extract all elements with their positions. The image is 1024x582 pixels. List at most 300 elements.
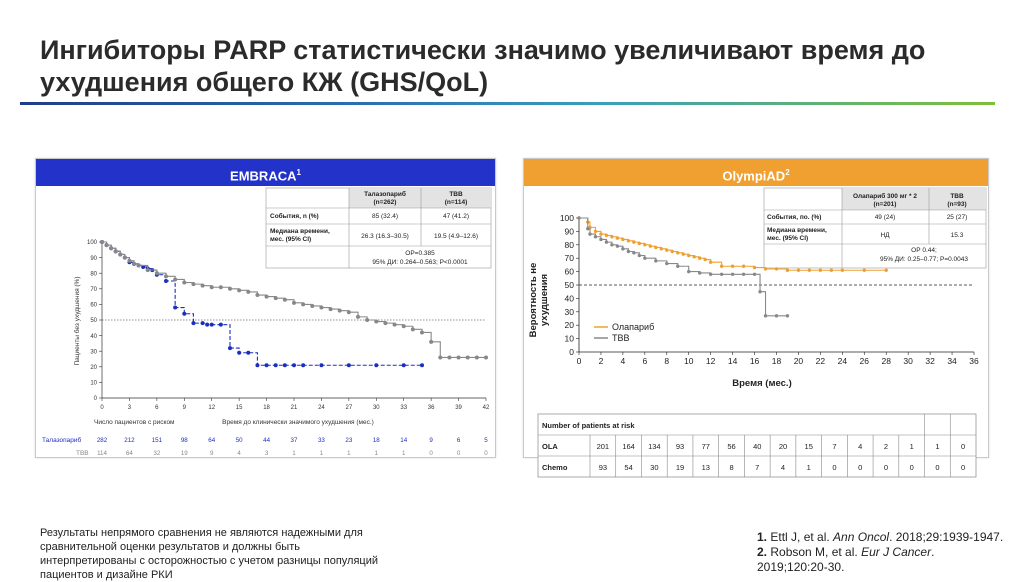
olympiad-censor-mark-olaparib xyxy=(775,267,778,270)
olympiad-risk-value-chemo: 1 xyxy=(806,463,811,472)
embraca-row2-v2: 19.5 (4.9–12.6) xyxy=(433,233,479,240)
olympiad-y-tick-label: 50 xyxy=(564,280,574,290)
embraca-censor-mark-tvb xyxy=(100,240,104,244)
embraca-censor-mark-tvb xyxy=(338,309,342,313)
olympiad-censor-mark-tvb xyxy=(588,232,591,235)
embraca-censor-mark-tvb xyxy=(237,288,241,292)
ref2-journal: Eur J Cancer xyxy=(861,545,932,559)
olympiad-y-label-line1: Вероятность не xyxy=(528,262,539,338)
olympiad-risk-value-chemo: 0 xyxy=(858,463,863,472)
embraca-x-tick-label: 39 xyxy=(455,405,462,411)
olympiad-hr-line2: 95% ДИ: 0.25–0.77; P=0.0043 xyxy=(879,256,969,263)
olympiad-row1-label: События, по. (%) xyxy=(767,214,822,221)
embraca-censor-mark-talazoparib xyxy=(182,312,186,316)
olympiad-risk-value-chemo: 8 xyxy=(729,463,734,472)
olympiad-censor-mark-olaparib xyxy=(841,269,844,272)
embraca-risk-value-tvb: 114 xyxy=(97,450,107,457)
olympiad-x-tick-label: 36 xyxy=(969,356,979,366)
olympiad-censor-mark-olaparib xyxy=(830,269,833,272)
embraca-risk-value-talazoparib: 212 xyxy=(124,437,135,444)
embraca-censor-mark-tvb xyxy=(475,355,479,359)
olympiad-risk-value-ola: 20 xyxy=(778,442,788,451)
olympiad-x-tick-label: 34 xyxy=(947,356,957,366)
olympiad-y-tick-label: 0 xyxy=(569,347,574,357)
embraca-col2-title: ТВВ xyxy=(449,191,463,198)
embraca-censor-mark-talazoparib xyxy=(347,363,351,367)
embraca-y-label: Пациенты без ухудшения (%) xyxy=(74,276,81,366)
olympiad-censor-mark-olaparib xyxy=(786,269,789,272)
embraca-censor-mark-tvb xyxy=(411,327,415,331)
embraca-censor-mark-talazoparib xyxy=(246,351,250,355)
embraca-col1-n: (n=262) xyxy=(373,199,397,206)
embraca-x-tick-label: 24 xyxy=(318,405,325,411)
embraca-censor-mark-tvb xyxy=(137,263,141,267)
olympiad-y-tick-label: 40 xyxy=(564,293,574,304)
embraca-x-tick-label: 6 xyxy=(155,405,159,411)
olympiad-censor-mark-tvb xyxy=(764,314,767,317)
embraca-risk-value-talazoparib: 9 xyxy=(429,437,433,444)
embraca-censor-mark-tvb xyxy=(310,304,314,308)
embraca-risk-value-tvb: 4 xyxy=(237,450,241,457)
embraca-censor-mark-tvb xyxy=(201,284,205,288)
olympiad-row2-label1: Медиана времени, xyxy=(767,227,827,234)
embraca-censor-mark-tvb xyxy=(164,274,168,278)
embraca-censor-mark-talazoparib xyxy=(374,363,378,367)
olympiad-censor-mark-tvb xyxy=(638,254,641,257)
embraca-censor-mark-talazoparib xyxy=(319,363,323,367)
olympiad-risk-value-chemo: 0 xyxy=(832,463,837,472)
olympiad-censor-mark-tvb xyxy=(786,314,789,317)
olympiad-censor-mark-olaparib xyxy=(698,257,701,260)
embraca-x-tick-label: 33 xyxy=(400,405,408,411)
embraca-row2-v1: 26.3 (16.3–30.5) xyxy=(361,233,409,240)
embraca-chart xyxy=(36,186,495,457)
embraca-censor-mark-tvb xyxy=(173,277,177,281)
olympiad-censor-mark-olaparib xyxy=(649,244,652,247)
embraca-risk-value-talazoparib: 6 xyxy=(456,437,461,444)
olympiad-risk-header: Number of patients at risk xyxy=(542,421,635,430)
olympiad-risk-value-chemo: 0 xyxy=(909,463,914,472)
embraca-y-tick-label: 10 xyxy=(90,380,97,387)
embraca-risk-value-tvb: 0 xyxy=(429,450,433,457)
embraca-censor-mark-tvb xyxy=(457,355,461,359)
olympiad-censor-mark-olaparib xyxy=(819,269,822,272)
embraca-risk-value-talazoparib: 44 xyxy=(263,437,271,444)
olympiad-header xyxy=(524,159,988,186)
olympiad-row1-v1: 49 (24) xyxy=(874,214,896,221)
embraca-censor-mark-tvb xyxy=(114,249,118,253)
olympiad-censor-mark-olaparib xyxy=(682,252,685,255)
olympiad-x-tick-label: 22 xyxy=(815,356,826,366)
olympiad-risk-value-ola: 2 xyxy=(883,442,889,451)
embraca-risk-value-talazoparib: 37 xyxy=(290,437,298,444)
ref2-text: Robson M, et al. xyxy=(767,545,862,559)
embraca-stats-table xyxy=(266,188,491,268)
embraca-x-tick-label: 30 xyxy=(372,405,380,411)
olympiad-censor-mark-tvb xyxy=(698,271,701,274)
olympiad-y-tick-label: 60 xyxy=(564,266,574,277)
embraca-censor-mark-talazoparib xyxy=(274,363,278,367)
ref1-journal: Ann Oncol xyxy=(833,530,890,544)
olympiad-risk-value-ola: 164 xyxy=(622,442,635,451)
olympiad-x-tick-label: 14 xyxy=(727,356,738,366)
olympiad-x-tick-label: 28 xyxy=(881,356,891,366)
olympiad-x-tick-label: 32 xyxy=(925,356,935,366)
olympiad-censor-mark-tvb xyxy=(709,273,712,276)
embraca-censor-mark-talazoparib xyxy=(164,279,168,283)
embraca-row1-v2: 47 (41.2) xyxy=(442,213,470,220)
embraca-censor-mark-tvb xyxy=(118,252,122,256)
olympiad-risk-value-chemo: 19 xyxy=(675,463,685,472)
embraca-risk-value-talazoparib: 64 xyxy=(208,437,216,444)
embraca-risk-value-tvb: 0 xyxy=(456,450,461,457)
olympiad-censor-mark-olaparib xyxy=(863,269,866,272)
olympiad-censor-mark-olaparib xyxy=(616,236,619,239)
olympiad-y-tick-label: 100 xyxy=(559,213,574,223)
embraca-x-tick-label: 12 xyxy=(208,405,216,411)
olympiad-row1-v2: 25 (27) xyxy=(946,214,968,221)
olympiad-censor-mark-tvb xyxy=(742,273,745,276)
embraca-risk-value-tvb: 0 xyxy=(484,450,488,457)
embraca-x-tick-label: 0 xyxy=(100,405,104,411)
embraca-censor-mark-tvb xyxy=(219,285,223,289)
embraca-censor-mark-tvb xyxy=(265,295,269,299)
olympiad-y-label-line2: ухудшения xyxy=(539,273,550,327)
olympiad-risk-label-ola: OLA xyxy=(542,442,558,451)
olympiad-censor-mark-tvb xyxy=(577,216,580,219)
embraca-x-label: Время до клинически значимого ухудшения (мес.) xyxy=(222,419,374,426)
olympiad-curve-tvb xyxy=(579,218,787,316)
olympiad-censor-mark-olaparib xyxy=(720,265,723,268)
embraca-censor-mark-tvb xyxy=(429,340,433,344)
embraca-x-tick-label: 9 xyxy=(182,405,186,411)
ref2-rest: . 2019;120:20-30. xyxy=(757,545,935,574)
olympiad-censor-mark-olaparib xyxy=(660,247,663,250)
embraca-y-tick-label: 80 xyxy=(90,271,97,278)
embraca-risk-value-tvb: 19 xyxy=(180,450,188,457)
olympiad-col1-n: (n=201) xyxy=(873,201,897,208)
olympiad-censor-mark-tvb xyxy=(665,262,668,265)
embraca-row1-label: События, n (%) xyxy=(270,213,319,220)
embraca-y-tick-label: 90 xyxy=(90,255,97,262)
embraca-censor-mark-tvb xyxy=(210,285,214,289)
olympiad-censor-mark-tvb xyxy=(720,273,723,276)
embraca-y-tick-label: 60 xyxy=(90,302,97,309)
embraca-censor-mark-tvb xyxy=(319,306,323,310)
embraca-censor-mark-talazoparib xyxy=(205,323,209,327)
olympiad-y-tick-label: 80 xyxy=(564,239,574,250)
olympiad-censor-mark-olaparib xyxy=(742,265,745,268)
slide-title: Ингибиторы PARP статистически значимо увеличивают время до ухудшения общего КЖ (GHS/QoL) xyxy=(40,35,926,97)
embraca-header-sup: 1 xyxy=(296,168,301,177)
embraca-header-label: EMBRACA xyxy=(230,168,297,184)
embraca-censor-mark-tvb xyxy=(182,281,186,285)
olympiad-col2-title: ТВВ xyxy=(950,193,964,200)
legend-label-olaparib: Олапариб xyxy=(612,322,655,332)
olympiad-censor-mark-tvb xyxy=(753,273,756,276)
olympiad-censor-mark-olaparib xyxy=(654,246,657,249)
olympiad-censor-mark-olaparib xyxy=(676,251,679,254)
olympiad-x-tick-label: 24 xyxy=(837,356,848,366)
embraca-risk-value-talazoparib: 5 xyxy=(484,437,488,444)
embraca-censor-mark-talazoparib xyxy=(173,306,177,310)
olympiad-header-sup: 2 xyxy=(785,168,790,177)
embraca-censor-mark-tvb xyxy=(383,321,387,325)
olympiad-y-tick-label: 20 xyxy=(564,320,574,331)
embraca-y-tick-label: 30 xyxy=(90,349,97,356)
olympiad-risk-label-chemo: Chemo xyxy=(542,463,568,472)
embraca-col1-title: Талазопариб xyxy=(364,191,406,198)
ref2-num: 2. xyxy=(757,545,768,559)
olympiad-risk-value-chemo: 30 xyxy=(650,463,659,472)
references xyxy=(757,530,1007,575)
embraca-censor-mark-talazoparib xyxy=(283,363,287,367)
olympiad-x-tick-label: 12 xyxy=(705,356,716,366)
olympiad-risk-value-chemo: 4 xyxy=(780,463,786,472)
olympiad-censor-mark-olaparib xyxy=(797,269,800,272)
olympiad-hr-line1: ОР 0.44; xyxy=(911,247,937,254)
olympiad-risk-value-ola: 134 xyxy=(648,442,661,451)
olympiad-censor-mark-olaparib xyxy=(764,267,767,270)
embraca-risk-value-tvb: 64 xyxy=(125,450,133,457)
olympiad-censor-mark-tvb xyxy=(758,290,761,293)
embraca-header xyxy=(36,159,495,186)
olympiad-risk-value-chemo: 54 xyxy=(624,463,633,472)
olympiad-x-tick-label: 10 xyxy=(683,356,694,366)
olympiad-risk-value-ola: 77 xyxy=(701,442,710,451)
embraca-risk-value-talazoparib: 23 xyxy=(345,437,353,444)
olympiad-censor-mark-olaparib xyxy=(709,261,712,264)
embraca-x-tick-label: 42 xyxy=(482,405,490,411)
ref1-text: Ettl J, et al. xyxy=(767,530,834,544)
embraca-row2-label1: Медиана времени, xyxy=(270,228,330,235)
olympiad-risk-value-ola: 56 xyxy=(727,442,736,451)
olympiad-censor-mark-olaparib xyxy=(599,232,602,235)
olympiad-censor-mark-olaparib xyxy=(693,255,696,258)
embraca-y-tick-label: 40 xyxy=(90,333,97,340)
olympiad-risk-value-chemo: 0 xyxy=(883,463,889,472)
embraca-x-tick-label: 21 xyxy=(290,405,298,411)
embraca-censor-mark-tvb xyxy=(191,282,195,286)
embraca-censor-mark-tvb xyxy=(329,307,333,311)
olympiad-censor-mark-tvb xyxy=(621,247,624,250)
embraca-risk-label-tvb: ТВВ xyxy=(76,450,89,457)
embraca-x-tick-label: 27 xyxy=(345,405,353,411)
olympiad-y-tick-label: 90 xyxy=(564,226,574,237)
legend-label-tvb: ТВВ xyxy=(612,333,630,343)
embraca-censor-mark-tvb xyxy=(374,320,378,324)
embraca-censor-mark-talazoparib xyxy=(402,363,406,367)
embraca-y-tick-label: 70 xyxy=(90,287,97,293)
embraca-risk-value-tvb: 9 xyxy=(209,450,214,457)
olympiad-risk-value-chemo: 7 xyxy=(755,463,760,472)
embraca-censor-mark-talazoparib xyxy=(191,321,195,325)
embraca-censor-mark-talazoparib xyxy=(228,346,232,350)
olympiad-risk-value-ola: 1 xyxy=(909,442,914,451)
embraca-censor-mark-tvb xyxy=(109,246,113,250)
embraca-risk-value-talazoparib: 14 xyxy=(400,437,408,444)
olympiad-risk-table xyxy=(538,414,976,477)
olympiad-panel xyxy=(523,158,989,472)
embraca-censor-mark-talazoparib xyxy=(210,323,214,327)
olympiad-x-label: Время (мес.) xyxy=(732,378,792,389)
embraca-risk-label-talazoparib: Талазопариб xyxy=(42,437,82,444)
olympiad-chart xyxy=(524,186,988,472)
embraca-censor-mark-tvb xyxy=(228,287,232,291)
olympiad-row2-v1: НД xyxy=(880,232,890,239)
title-divider xyxy=(20,102,995,105)
embraca-censor-mark-talazoparib xyxy=(420,363,424,367)
olympiad-risk-value-ola: 1 xyxy=(935,442,940,451)
olympiad-legend xyxy=(594,322,654,343)
olympiad-risk-value-ola: 93 xyxy=(675,442,685,451)
embraca-censor-mark-tvb xyxy=(484,355,488,359)
embraca-censor-mark-tvb xyxy=(246,290,250,294)
embraca-x-tick-label: 3 xyxy=(127,405,132,411)
embraca-x-tick-label: 15 xyxy=(235,405,243,411)
embraca-censor-mark-tvb xyxy=(283,298,287,302)
olympiad-x-tick-label: 4 xyxy=(620,356,626,366)
embraca-panel xyxy=(35,158,496,458)
embraca-risk-title: Число пациентов с риском xyxy=(94,419,175,426)
embraca-row2-label2: мес. (95% CI) xyxy=(270,236,312,243)
embraca-censor-mark-talazoparib xyxy=(201,321,205,325)
embraca-censor-mark-tvb xyxy=(402,324,406,328)
embraca-censor-mark-tvb xyxy=(438,355,442,359)
olympiad-censor-mark-olaparib xyxy=(610,235,613,238)
embraca-censor-mark-talazoparib xyxy=(237,351,241,355)
embraca-y-tick-label: 100 xyxy=(86,240,97,247)
olympiad-col2-n: (n=93) xyxy=(947,201,967,208)
embraca-risk-value-tvb: 1 xyxy=(347,450,351,457)
embraca-risk-value-tvb: 1 xyxy=(292,450,296,457)
olympiad-risk-value-ola: 15 xyxy=(804,442,813,451)
olympiad-censor-mark-tvb xyxy=(632,251,635,254)
olympiad-y-tick-label: 70 xyxy=(564,253,574,264)
olympiad-x-tick-label: 0 xyxy=(576,356,582,366)
embraca-row1-v1: 85 (32.4) xyxy=(371,213,399,220)
olympiad-x-tick-label: 6 xyxy=(642,356,648,366)
olympiad-x-tick-label: 8 xyxy=(664,356,670,366)
olympiad-censor-mark-olaparib xyxy=(594,230,597,233)
olympiad-risk-value-chemo: 0 xyxy=(961,463,966,472)
embraca-hr-line1: ОР=0.385 xyxy=(405,250,435,257)
olympiad-x-tick-label: 18 xyxy=(771,356,782,366)
embraca-risk-value-talazoparib: 151 xyxy=(151,437,163,444)
embraca-censor-mark-talazoparib xyxy=(255,363,259,367)
embraca-censor-mark-talazoparib xyxy=(301,363,305,367)
embraca-censor-mark-tvb xyxy=(274,296,278,300)
olympiad-censor-mark-olaparib xyxy=(671,250,674,253)
embraca-censor-mark-talazoparib xyxy=(219,323,223,327)
embraca-risk-value-tvb: 1 xyxy=(401,450,406,457)
olympiad-risk-value-chemo: 0 xyxy=(935,463,940,472)
olympiad-censor-mark-olaparib xyxy=(687,254,690,257)
olympiad-header-label: OlympiAD xyxy=(722,168,786,184)
embraca-risk-value-tvb: 1 xyxy=(374,450,379,457)
olympiad-row2-label2: мес. (95% CI) xyxy=(767,235,809,242)
olympiad-censor-mark-tvb xyxy=(627,250,630,253)
embraca-risk-value-tvb: 3 xyxy=(264,450,269,457)
olympiad-x-tick-label: 20 xyxy=(793,356,804,366)
olympiad-risk-value-ola: 40 xyxy=(753,442,762,451)
footnote: Результаты непрямого сравнения не являются надежными для сравнительной оценки результатов и должны быть интерпретированы с осторожностью с учетом разницы популяций пациентов и дизайне РКИ xyxy=(40,527,379,581)
olympiad-censor-mark-olaparib xyxy=(643,243,646,246)
olympiad-censor-mark-olaparib xyxy=(808,269,811,272)
ref1-num: 1. xyxy=(757,530,768,544)
embraca-y-tick-label: 0 xyxy=(93,396,97,403)
olympiad-risk-value-ola: 201 xyxy=(596,442,610,451)
olympiad-censor-mark-olaparib xyxy=(605,234,608,237)
olympiad-censor-mark-tvb xyxy=(775,314,778,317)
olympiad-risk-value-ola: 7 xyxy=(832,442,837,451)
olympiad-censor-mark-olaparib xyxy=(731,265,734,268)
embraca-censor-mark-tvb xyxy=(292,301,296,305)
olympiad-censor-mark-tvb xyxy=(687,270,690,273)
olympiad-y-tick-label: 10 xyxy=(564,333,574,344)
embraca-y-tick-label: 50 xyxy=(90,318,97,325)
olympiad-x-tick-label: 26 xyxy=(859,356,870,366)
embraca-censor-mark-tvb xyxy=(466,355,470,359)
olympiad-censor-mark-tvb xyxy=(731,273,734,276)
olympiad-censor-mark-olaparib xyxy=(627,239,630,242)
embraca-censor-mark-tvb xyxy=(301,302,305,306)
olympiad-x-tick-label: 30 xyxy=(903,356,913,366)
olympiad-censor-mark-olaparib xyxy=(703,258,706,261)
embraca-censor-mark-tvb xyxy=(447,355,451,359)
embraca-censor-mark-talazoparib xyxy=(265,363,269,367)
embraca-risk-value-talazoparib: 18 xyxy=(372,437,380,444)
embraca-censor-mark-tvb xyxy=(105,243,109,247)
embraca-censor-mark-tvb xyxy=(365,318,369,322)
embraca-censor-mark-tvb xyxy=(420,330,424,334)
embraca-risk-value-tvb: 32 xyxy=(153,450,161,457)
olympiad-x-tick-label: 2 xyxy=(598,356,604,366)
embraca-censor-mark-tvb xyxy=(146,268,150,272)
olympiad-censor-mark-tvb xyxy=(616,244,619,247)
embraca-col2-n: (n=114) xyxy=(444,199,468,206)
olympiad-censor-mark-olaparib xyxy=(621,238,624,241)
embraca-x-tick-label: 36 xyxy=(427,405,435,411)
olympiad-risk-value-ola: 4 xyxy=(858,442,863,451)
embraca-x-tick-label: 18 xyxy=(263,405,270,411)
olympiad-censor-mark-olaparib xyxy=(638,242,641,245)
embraca-censor-mark-tvb xyxy=(356,315,360,319)
olympiad-censor-mark-tvb xyxy=(594,235,597,238)
embraca-risk-value-talazoparib: 98 xyxy=(180,437,188,444)
embraca-y-tick-label: 20 xyxy=(90,365,97,371)
olympiad-row2-v2: 15.3 xyxy=(950,232,964,239)
embraca-risk-value-talazoparib: 33 xyxy=(317,437,325,444)
olympiad-stats-table xyxy=(764,188,986,268)
olympiad-censor-mark-tvb xyxy=(610,243,613,246)
olympiad-censor-mark-tvb xyxy=(605,240,608,243)
olympiad-censor-mark-olaparib xyxy=(753,266,756,269)
olympiad-censor-mark-tvb xyxy=(643,257,646,260)
olympiad-risk-value-chemo: 93 xyxy=(598,463,608,472)
embraca-censor-mark-tvb xyxy=(393,323,397,327)
olympiad-censor-mark-olaparib xyxy=(885,269,888,272)
olympiad-y-tick-label: 30 xyxy=(564,306,574,317)
olympiad-censor-mark-tvb xyxy=(586,227,589,230)
embraca-censor-mark-talazoparib xyxy=(292,363,296,367)
embraca-censor-mark-tvb xyxy=(132,262,136,266)
olympiad-col1-title: Олапариб 300 мг * 2 xyxy=(853,193,917,200)
ref1-rest: . 2018;29:1939-1947. xyxy=(889,530,1004,544)
olympiad-risk-value-chemo: 13 xyxy=(701,463,710,472)
olympiad-censor-mark-olaparib xyxy=(632,240,635,243)
embraca-risk-value-tvb: 1 xyxy=(319,450,324,457)
